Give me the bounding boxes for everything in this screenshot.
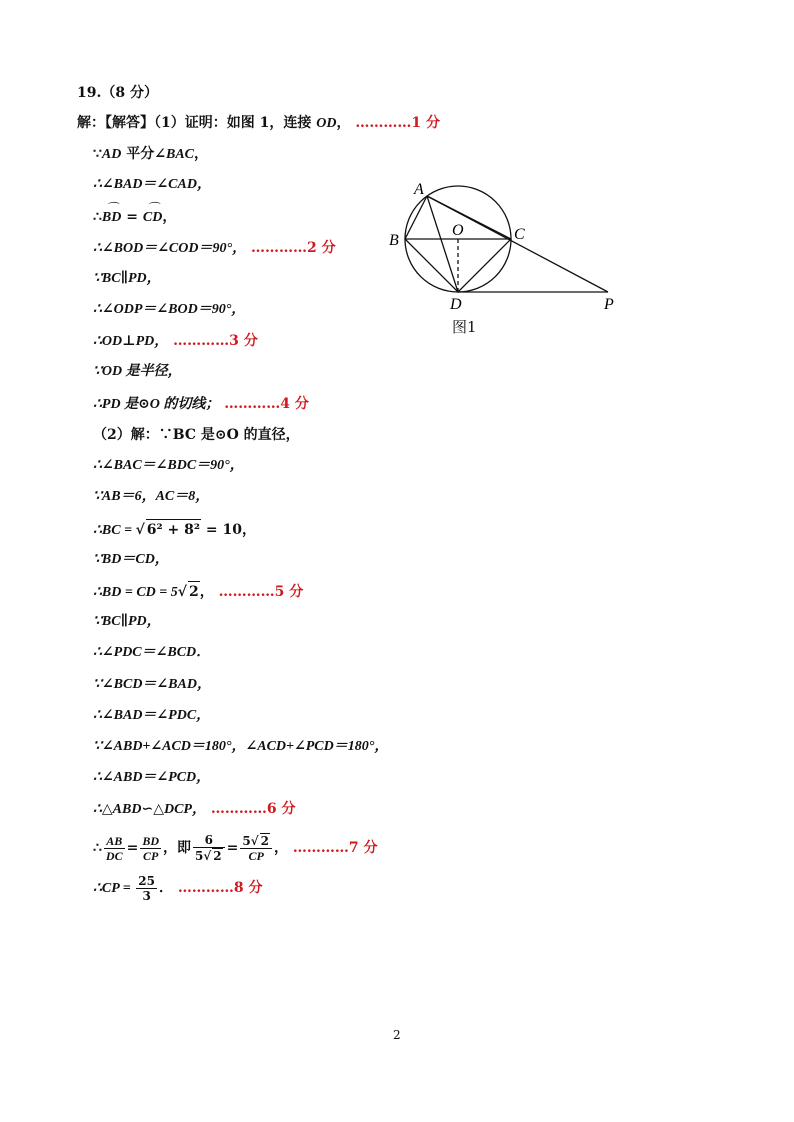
fraction-denominator: 5√ 2 (195, 849, 222, 863)
fraction-numerator: 25 (138, 873, 155, 888)
page-number: 2 (393, 1028, 401, 1042)
step-text: = 10， (201, 522, 256, 538)
fraction-numerator: AB (104, 834, 125, 849)
step-text: ∴BD = CD = 5 (93, 585, 178, 600)
score-4: …………4 分 (224, 396, 309, 412)
step-line-6: ∴∠ODP＝∠BOD＝90°， (93, 302, 246, 317)
step-text: ∴OD⊥PD， (93, 334, 169, 349)
label-p: P (604, 296, 614, 313)
step-text: ，即 (163, 840, 191, 856)
step-text: ∴BC = (93, 523, 136, 538)
intro-suffix: ， (336, 115, 351, 131)
score-5: …………5 分 (218, 584, 304, 600)
label-o: O (452, 222, 464, 239)
fraction-6-over-5root2 (193, 833, 225, 863)
part1-intro (77, 113, 440, 134)
fraction-numerator: 6 (193, 833, 225, 848)
step-line-24 (93, 872, 262, 905)
label-c: C (514, 226, 525, 243)
line-ap (427, 196, 608, 292)
therefore-symbol: ∴ (93, 840, 102, 856)
radicand: 2 (188, 581, 200, 602)
fraction-25-over-3 (136, 874, 157, 903)
step-text: ， (194, 146, 208, 162)
fraction-numerator: 5√ 2 (240, 833, 272, 849)
fraction-numerator: BD (142, 833, 159, 848)
equals-sign: = (226, 840, 239, 856)
score-8: …………8 分 (177, 880, 263, 896)
radicand: 6² + 8² (146, 519, 201, 540)
step-line-1 (93, 144, 208, 165)
step-text: ， (162, 209, 177, 225)
coefficient: 5 (242, 834, 251, 848)
radicand: 2 (260, 834, 269, 848)
step-line-9 (93, 394, 309, 415)
step-line-19: ∴∠BAD＝∠PDC， (93, 708, 211, 723)
question-heading: 19.（8 分） (77, 85, 158, 101)
step-line-2: ∴∠BAD＝∠CAD， (93, 177, 211, 192)
equals-sign: = (126, 840, 139, 856)
fraction-denominator: 3 (142, 888, 151, 903)
angle-bac: BAC (165, 147, 194, 162)
fraction-ab-dc (104, 834, 125, 863)
step-line-16: ∵BC∥PD， (93, 614, 161, 629)
step-text: ∴PD 是⊙O 的切线； (93, 397, 220, 412)
part2-intro: （2）解：∵BC 是⊙O 的直径， (93, 427, 300, 443)
step-line-8: ∵OD 是半径， (93, 364, 182, 379)
score-3: …………3 分 (173, 333, 258, 349)
radicand: 2 (213, 849, 222, 863)
score-6: …………6 分 (210, 801, 296, 817)
equals-sign: = (121, 209, 143, 225)
intro-text: 解：【解答】（1）证明：如图 1，连接 (77, 115, 312, 131)
step-text: ∴CP = (93, 881, 135, 896)
fraction-bd-cp (140, 834, 161, 863)
step-line-7 (93, 331, 258, 352)
score-7: …………7 分 (292, 840, 378, 856)
step-line-5: ∵BC∥PD， (93, 271, 161, 286)
step-line-15: ∴BD = CD = 5√ 2， …………5 分 (93, 581, 303, 603)
step-text: 平分∠ (121, 146, 166, 162)
because-symbol: ∵ (93, 146, 102, 162)
coefficient: 5 (195, 849, 204, 863)
label-b: B (389, 232, 399, 249)
step-line-21: ∴∠ABD＝∠PCD， (93, 770, 211, 785)
geometry-figure (380, 175, 640, 350)
fraction-5root2-over-cp (240, 833, 272, 863)
fraction-denominator: DC (105, 848, 123, 863)
step-text: ∴∠BOD＝∠COD＝90°， (93, 241, 247, 256)
step-line-4 (93, 238, 336, 259)
fraction-denominator: CP (248, 849, 264, 863)
fraction-denominator: CP (142, 848, 159, 863)
step-text: ． (158, 880, 173, 896)
step-text: ， (273, 840, 288, 856)
step-line-3 (93, 207, 176, 228)
score-1: …………1 分 (355, 115, 440, 131)
therefore-symbol: ∴ (93, 209, 102, 225)
step-line-22 (93, 799, 295, 820)
label-a: A (414, 181, 424, 198)
step-line-18: ∵∠BCD＝∠BAD， (93, 677, 211, 692)
step-line-17: ∴∠PDC＝∠BCD． (93, 645, 211, 660)
step-line-20: ∵∠ABD+∠ACD＝180°，∠ACD+∠PCD＝180°， (93, 739, 389, 754)
step-line-23 (93, 832, 377, 864)
step-text: ， (199, 584, 214, 600)
step-line-12: ∵AB＝6，AC＝8， (93, 489, 210, 504)
step-text: ∴△ABD∽△DCP， (93, 802, 206, 817)
arc-cd: ⌒ CD (143, 208, 162, 228)
step-line-13: ∴BC = √ 6² + 8² = 10， (93, 519, 256, 541)
arc-bd: ⌒ BD (102, 208, 121, 228)
segment-ad: AD (101, 147, 122, 162)
label-d: D (450, 296, 462, 313)
intro-od: OD (316, 116, 337, 131)
score-2: …………2 分 (250, 240, 336, 256)
figure-caption: 图1 (452, 318, 477, 336)
step-line-14: ∵BD＝CD， (93, 552, 169, 567)
step-line-11: ∴∠BAC＝∠BDC＝90°， (93, 458, 244, 473)
